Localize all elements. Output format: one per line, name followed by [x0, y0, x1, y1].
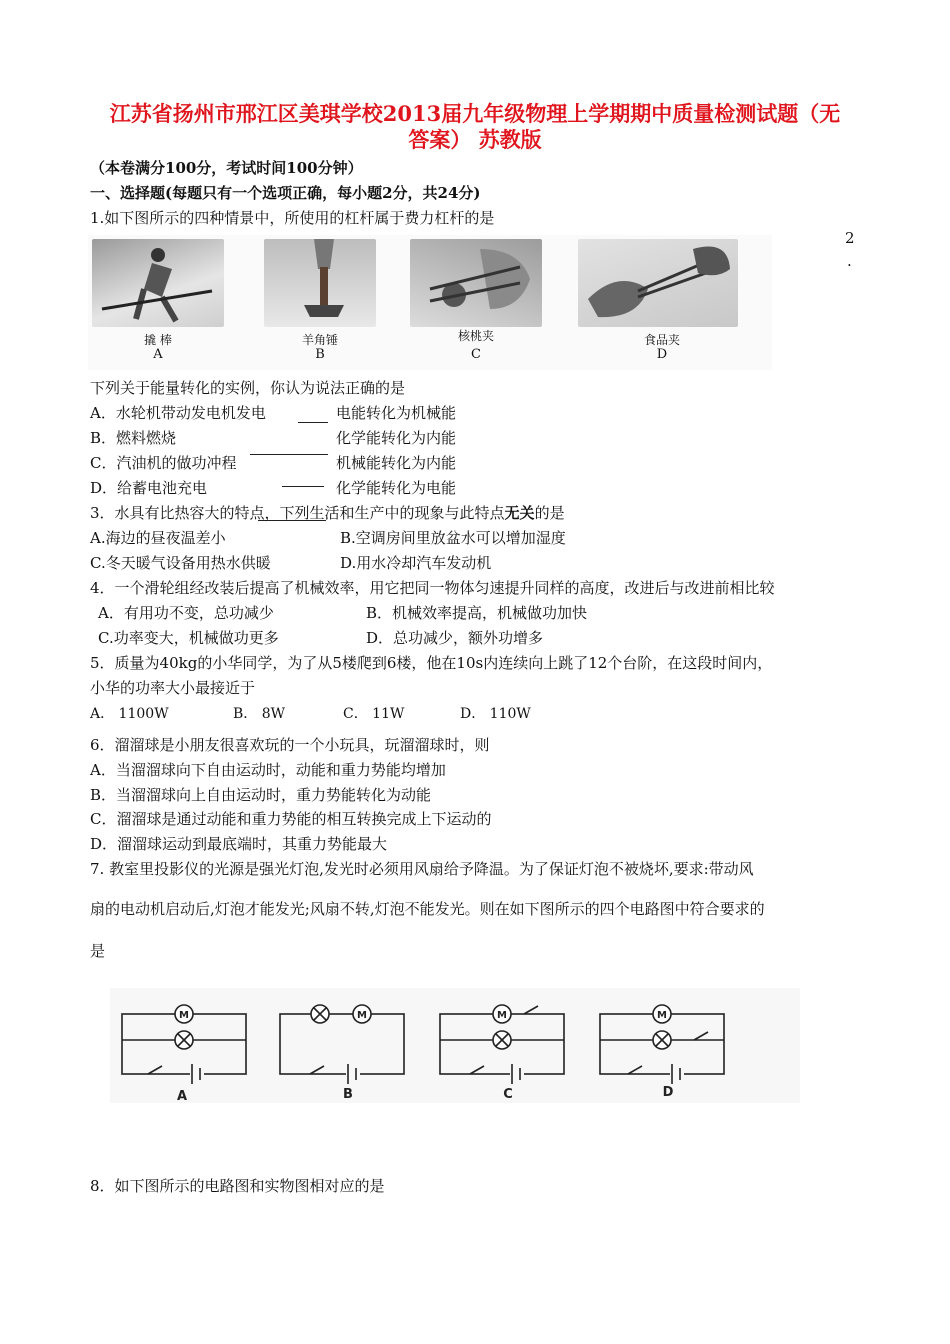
tongs-illustration-icon	[578, 239, 738, 327]
question-5-line1: 5．质量为40kg的小华同学，为了从5楼爬到6楼，他在10s内连续向上跳了12个台阶，在这段时间内，	[90, 654, 773, 672]
q4-option-d: D．总功减少，额外功增多	[366, 629, 544, 647]
q6-option-c: C．溜溜球是通过动能和重力势能的相互转换完成上下运动的	[90, 810, 492, 828]
question-8-text: 8．如下图所示的电路图和实物图相对应的是	[90, 1177, 385, 1195]
section-heading: 一、选择题(每题只有一个选项正确，每小题2分，共24分)	[90, 184, 481, 202]
photo-letter-b: B	[315, 347, 325, 362]
circuit-d-motor-label: M	[657, 1010, 667, 1021]
photo-caption-c: 核桃夹	[457, 329, 494, 343]
q3-text-before: 3．水具有比热容大的特点，下列生活和生产中的现象与此特点	[90, 504, 505, 522]
q3-emphasis: 无关	[504, 504, 535, 522]
document-title-line1: 江苏省扬州市邢江区美琪学校2013届九年级物理上学期期中质量检测试题（无	[109, 101, 841, 126]
q4-option-a: A．有用功不变，总功减少	[98, 604, 274, 622]
document-title-line2: 答案） 苏教版	[408, 127, 542, 152]
circuit-b-motor-label: M	[357, 1010, 367, 1021]
q4-option-b: B．机械效率提高，机械做功加快	[366, 604, 588, 622]
score-note: （本卷满分100分，考试时间100分钟）	[90, 159, 363, 177]
q2-option-d-left: D．给蓄电池充电	[90, 479, 208, 497]
q3-option-d: D.用水冷却汽车发动机	[340, 554, 492, 572]
photo-letter-c: C	[471, 347, 481, 362]
q4-option-c: C.功率变大，机械做功更多	[98, 629, 279, 647]
q2-blank-d	[282, 486, 324, 487]
photo-caption-b: 羊角锤	[301, 333, 338, 347]
q5-option-d: D． 110W	[460, 706, 531, 722]
crowbar-illustration-icon	[92, 239, 224, 327]
question-7-line1: 7. 教室里投影仪的光源是强光灯泡,发光时必须用风扇给予降温。为了保证灯泡不被烧坏,要求:带动风	[90, 860, 754, 878]
q6-option-b: B．当溜溜球向上自由运动时，重力势能转化为动能	[90, 786, 432, 804]
hammer-illustration-icon	[264, 239, 376, 327]
q6-option-a: A．当溜溜球向下自由运动时，动能和重力势能均增加	[90, 761, 446, 779]
photo-caption-d: 食品夹	[643, 333, 680, 347]
photo-letter-d: D	[656, 347, 668, 362]
circuit-c-letter: C	[503, 1087, 513, 1102]
q2-option-b-left: B．燃料燃烧	[90, 429, 177, 447]
q5-option-c: C． 11W	[343, 706, 405, 722]
question-2-text: 下列关于能量转化的实例，你认为说法正确的是	[90, 379, 406, 397]
question-5-line2: 小华的功率大小最接近于	[90, 679, 256, 697]
q2-option-a-left: A．水轮机带动发电机发电	[90, 404, 266, 422]
q3-option-b: B.空调房间里放盆水可以增加湿度	[340, 529, 566, 547]
q2-option-c-left: C．汽油机的做功冲程	[90, 454, 237, 472]
photo-letter-a: A	[153, 347, 163, 362]
nutcracker-illustration-icon	[410, 239, 542, 327]
question-3-text	[90, 502, 565, 523]
q3-option-c: C.冬天暖气设备用热水供暖	[90, 554, 271, 572]
q2-option-c-right: 机械能转化为内能	[336, 454, 457, 472]
q2-option-b-right: 化学能转化为内能	[336, 429, 457, 447]
q2-blank-a	[298, 422, 328, 423]
q5-option-b: B． 8W	[233, 706, 286, 722]
photo-nutcracker	[410, 239, 542, 327]
q2-option-a-right: 电能转化为机械能	[336, 404, 457, 422]
q3-option-a: A.海边的昼夜温差小	[90, 529, 226, 547]
circuit-b-letter: B	[343, 1087, 353, 1102]
q5-option-a: A． 1100W	[90, 706, 169, 722]
circuit-a-motor-label: M	[179, 1010, 189, 1021]
q2-blank-c	[250, 454, 328, 455]
photo-caption-a: 撬 棒	[144, 333, 172, 347]
photo-food-tongs	[578, 239, 738, 327]
question-7-line3: 是	[90, 942, 106, 960]
q6-option-d: D．溜溜球运动到最底端时，其重力势能最大	[90, 835, 388, 853]
photo-claw-hammer	[264, 239, 376, 327]
question-7-line2: 扇的电动机启动后,灯泡才能发光;风扇不转,灯泡不能发光。则在如下图所示的四个电路图中符合要求的	[90, 900, 765, 918]
question-1-figure	[88, 235, 772, 370]
circuit-diagrams	[110, 988, 800, 1103]
question-1-text: 1.如下图所示的四种情景中，所使用的杠杆属于费力杠杆的是	[90, 209, 495, 227]
side-number: 2	[845, 229, 855, 247]
circuit-d-letter: D	[662, 1085, 674, 1100]
q3-text-after: 的是	[534, 504, 565, 522]
side-dot: .	[847, 252, 852, 270]
photo-crowbar	[92, 239, 224, 327]
question-4-text: 4．一个滑轮组经改装后提高了机械效率，用它把同一物体匀速提升同样的高度，改进后与改进前相比较	[90, 579, 775, 597]
circuit-c-motor-label: M	[497, 1010, 507, 1021]
question-6-text: 6．溜溜球是小朋友很喜欢玩的一个小玩具，玩溜溜球时，则	[90, 736, 490, 754]
circuit-a-letter: A	[176, 1089, 188, 1103]
circuit-b	[280, 1005, 404, 1084]
q3-blank	[258, 520, 326, 521]
q2-option-d-right: 化学能转化为电能	[336, 479, 457, 497]
